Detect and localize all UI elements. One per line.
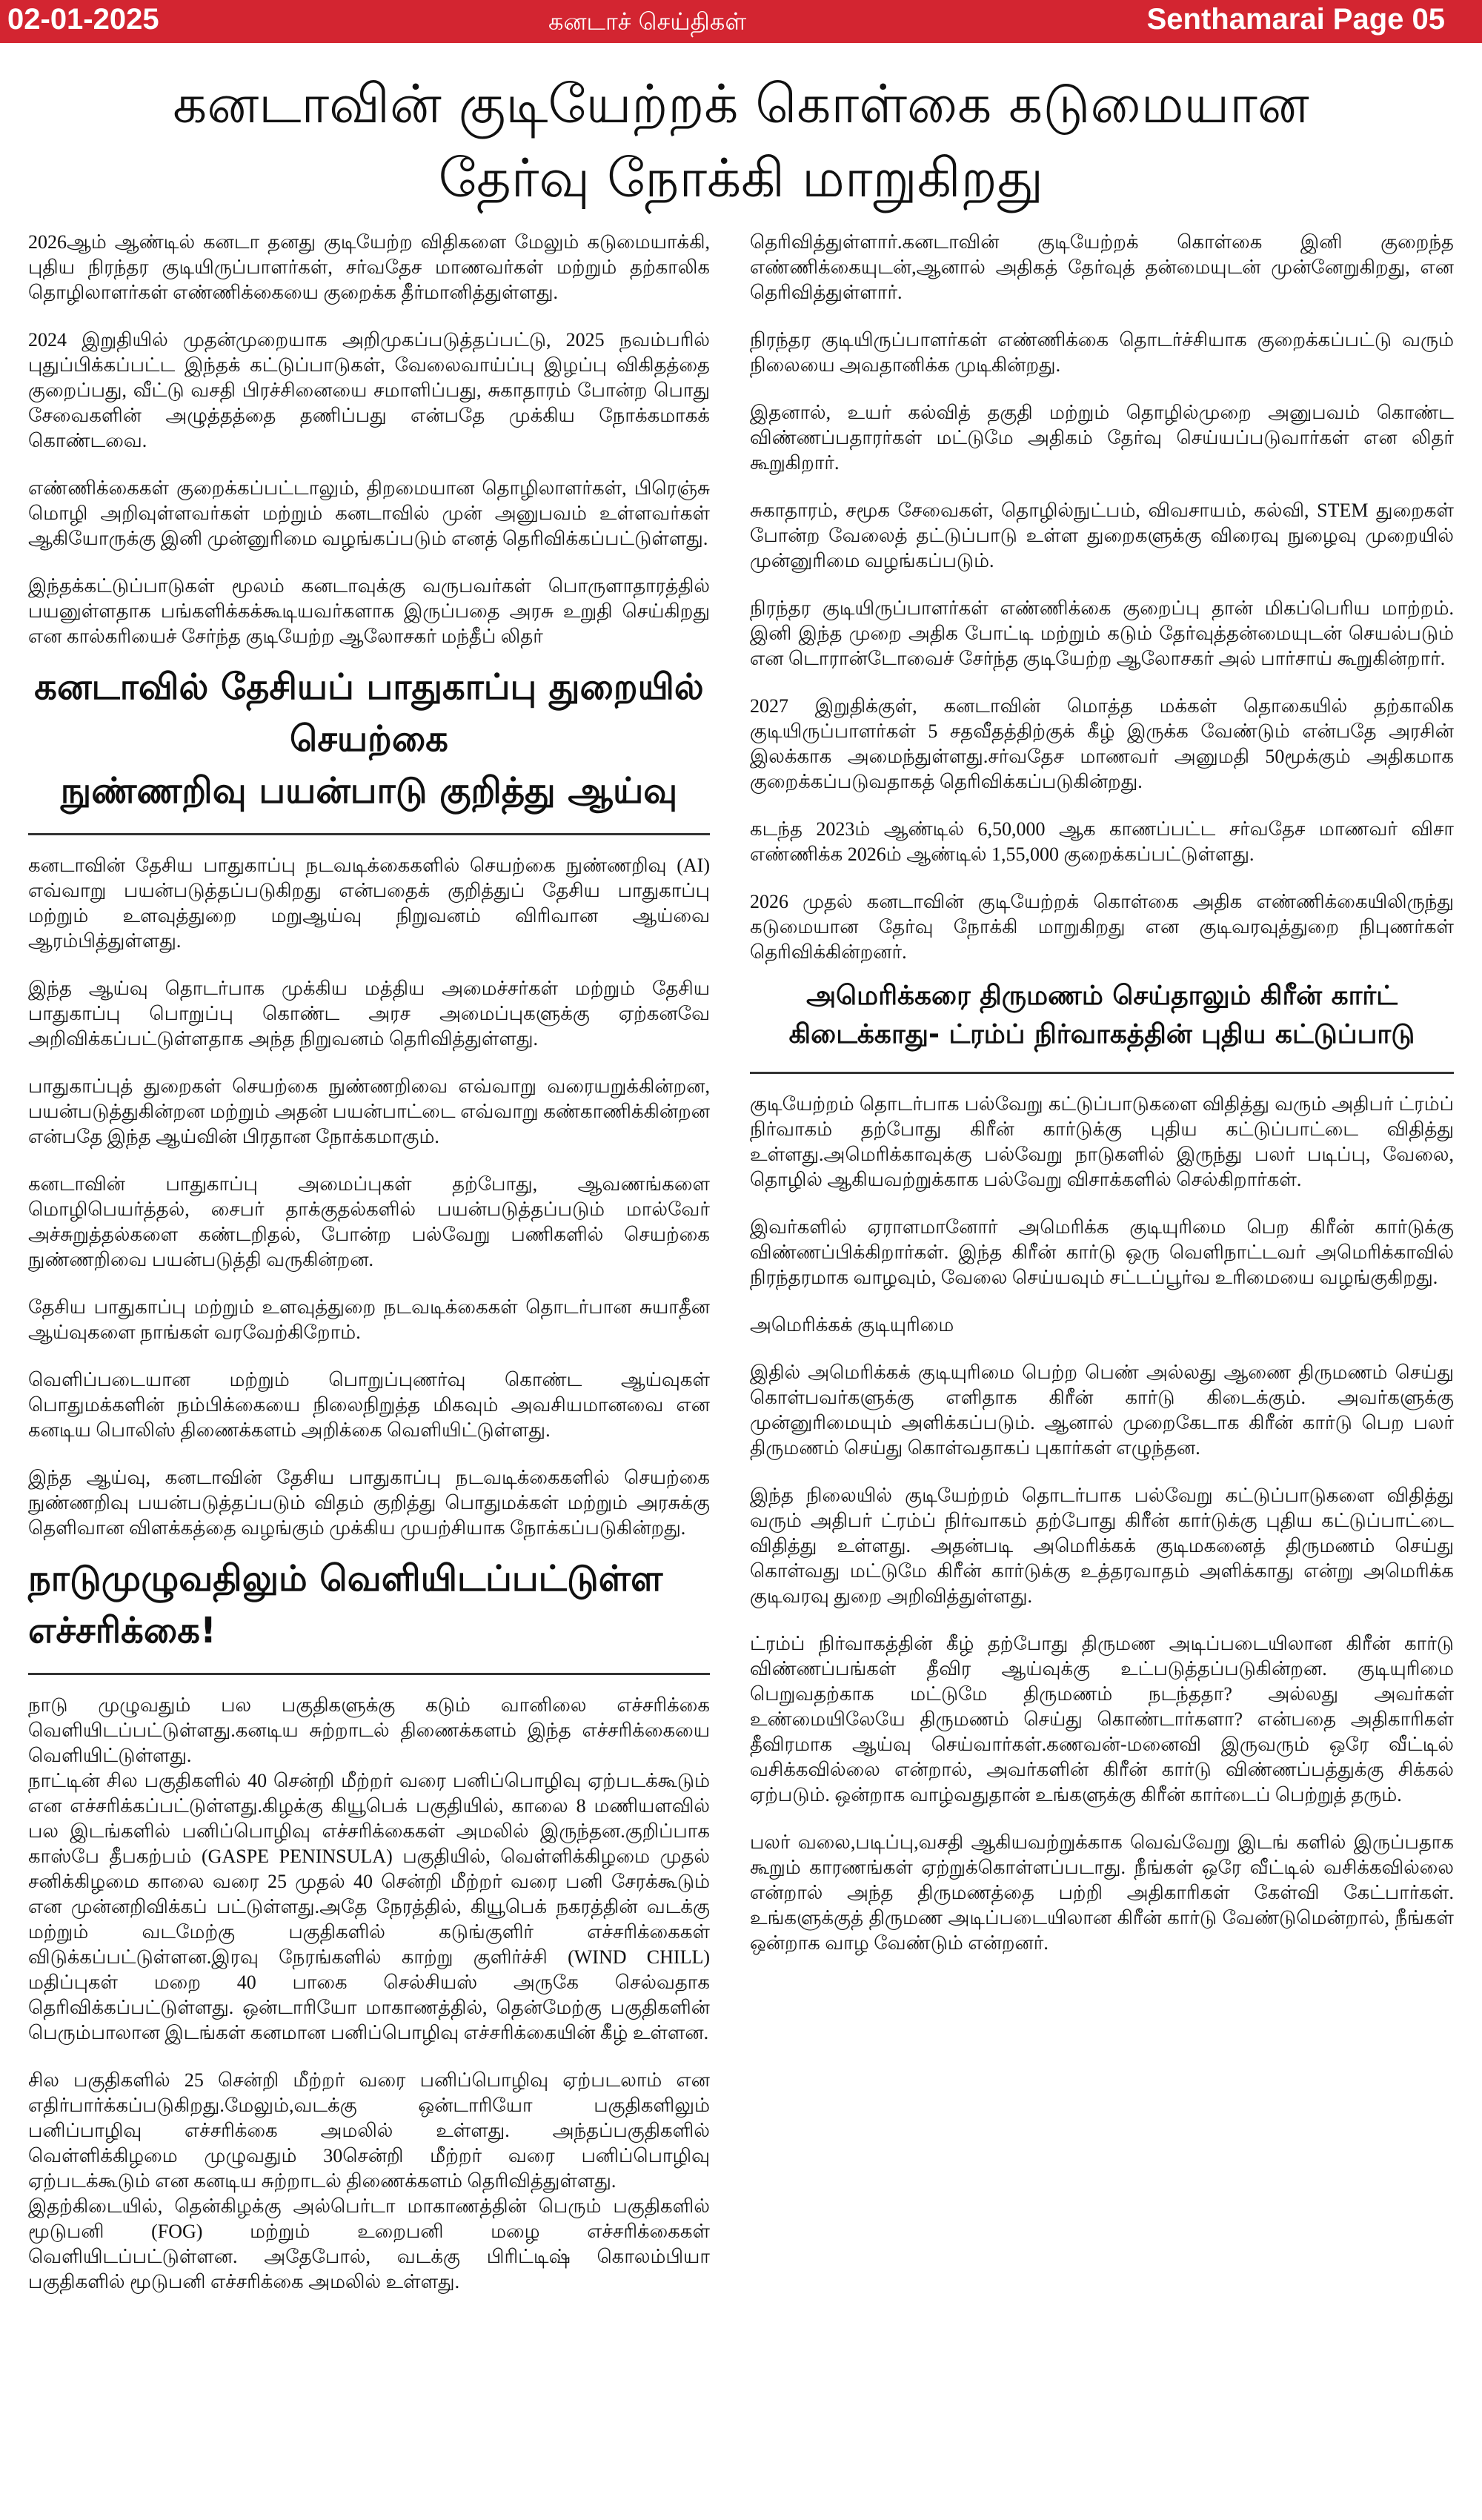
article1-paragraph: கடந்த 2023ம் ஆண்டில் 6,50,000 ஆக காணப்பட்ட சர்வதேச மாணவர் விசா எண்ணிக்க 2026ம் ஆண்டில் 1,55,000 குறைக்கப்பட்டுள்ளது. xyxy=(750,818,1454,865)
article1-paragraph: 2027 இறுதிக்குள், கனடாவின் மொத்த மக்கள் தொகையில் தற்காலிக குடியிருப்பாளர்கள் 5 சதவீதத்திற்குக் கீழ் இருக்க வேண்டும் என்பதே அரசின் இலக்காக அமைந்துள்ளது.சர்வதேச மாணவர் அனுமதி 50மூக்கும் அதிகமாக குறைக்கப்படுவதாகத் தெரிவிக்கப்படுகின்றது. xyxy=(750,695,1454,792)
article2-paragraph: இந்த ஆய்வு, கனடாவின் தேசிய பாதுகாப்பு நடவடிக்கைகளில் செயற்கை நுண்ணறிவு பயன்படுத்தப்படும் விதம் குறித்து பொதுமக்கள் மற்றும் அரசுக்கு தெளிவான விளக்கத்தை வழங்கும் முக்கிய முயற்சியாக நோக்கப்படுகின்றது. xyxy=(28,1467,710,1539)
section-name: கனடாச் செய்திகள் xyxy=(548,7,747,36)
left-column xyxy=(28,230,710,2317)
article2-paragraph: இந்த ஆய்வு தொடர்பாக முக்கிய மத்திய அமைச்சர்கள் மற்றும் தேசிய பாதுகாப்பு பொறுப்பு கொண்ட அரச அமைப்புகளுக்கு ஏற்கனவே அறிவிக்கப்பட்டுள்ளதாக அந்த நிறுவனம் தெரிவித்துள்ளது. xyxy=(28,978,710,1050)
article2-headline xyxy=(28,661,710,817)
main-headline-line2: தேர்வு நோக்கி மாறுகிறது xyxy=(438,147,1044,209)
article4-paragraph: இதில் அமெரிக்கக் குடியுரிமை பெற்ற பெண் அல்லது ஆணை திருமணம் செய்து கொள்பவர்களுக்கு எளிதாக கிரீன் கார்டு கிடைக்கும். அவர்களுக்கு முன்னுரிமையும் அளிக்கப்படும். ஆனால் முறைகேடாக கிரீன் கார்டு பெற பலர் திருமணம் செய்து கொள்வதாகப் புகார்கள் எழுந்தன. xyxy=(750,1362,1454,1459)
divider xyxy=(750,1072,1454,1074)
main-headline xyxy=(30,67,1452,215)
article4-headline xyxy=(750,977,1454,1054)
divider xyxy=(28,1673,710,1675)
article2-paragraph: பாதுகாப்புத் துறைகள் செயற்கை நுண்ணறிவை எவ்வாறு வரையறுக்கின்றன, பயன்படுத்துகின்றன மற்றும் அதன் பயன்பாட்டை எவ்வாறு கண்காணிக்கின்றன என்பதே இந்த ஆய்வின் பிரதான நோக்கமாகும். xyxy=(28,1075,710,1147)
article2-headline-line2: நுண்ணறிவு பயன்பாடு குறித்து ஆய்வு xyxy=(60,770,678,812)
article2-paragraph: கனடாவின் பாதுகாப்பு அமைப்புகள் தற்போது, ஆவணங்களை மொழிபெயர்த்தல், சைபர் தாக்குதல்களில் பயன்படுத்தப்படும் மால்வேர் அச்சுறுத்தல்களை கண்டறிதல், போன்ற பல்வேறு பணிகளில் செயற்கை நுண்ணறிவை பயன்படுத்தி வருகின்றன. xyxy=(28,1173,710,1270)
issue-date: 02-01-2025 xyxy=(7,3,159,36)
article1-paragraph: இந்தக்கட்டுப்பாடுகள் மூலம் கனடாவுக்கு வருபவர்கள் பொருளாதாரத்தில் பயனுள்ளதாக பங்களிக்கக்கூடியவர்களாக இருப்பதை அரசு உறுதி செய்கிறது என கால்கரியைச் சேர்ந்த குடியேற்ற ஆலோசகர் மந்தீப் லிதர் xyxy=(28,575,710,647)
divider xyxy=(28,833,710,835)
right-column xyxy=(750,230,1454,1978)
page-label: Senthamarai Page 05 xyxy=(1146,3,1445,36)
article1-paragraph: 2024 இறுதியில் முதன்முறையாக அறிமுகப்படுத்தப்பட்டு, 2025 நவம்பரில் புதுப்பிக்கப்பட்ட இந்தக் கட்டுப்பாடுகள், வேலைவாய்ப்பு இழப்பு விகிதத்தை குறைப்பது, வீட்டு வசதி பிரச்சினையை சமாளிப்பது, சுகாதாரம் போன்ற பொது சேவைகளின் அழுத்தத்தை தணிப்பது என்பதே முக்கிய நோக்கமாகக் கொண்டவை. xyxy=(28,329,710,451)
article2-paragraph: தேசிய பாதுகாப்பு மற்றும் உளவுத்துறை நடவடிக்கைகள் தொடர்பான சுயாதீன ஆய்வுகளை நாங்கள் வரவேற்கிறோம். xyxy=(28,1296,710,1343)
article2-paragraph: வெளிப்படையான மற்றும் பொறுப்புணர்வு கொண்ட ஆய்வுகள் பொதுமக்களின் நம்பிக்கையை நிலைநிறுத்த மிகவும் அவசியமானவை என கனடிய பொலிஸ் திணைக்களம் அறிக்கை வெளியிட்டுள்ளது. xyxy=(28,1369,710,1441)
article4-paragraph: குடியேற்றம் தொடர்பாக பல்வேறு கட்டுப்பாடுகளை விதித்து வரும் அதிபர் ட்ரம்ப் நிர்வாகம் தற்போது கிரீன் கார்டுக்கு புதிய கட்டுப்பாட்டை விதித்து உள்ளது.அமெரிக்காவுக்கு பல்வேறு நாடுகளில் இருந்து பலர் படிப்பு, வேலை, தொழில் ஆகியவற்றுக்காக பல்வேறு விசாக்களில் செல்கிறார்கள். xyxy=(750,1093,1454,1190)
article3-paragraph: நாடு முழுவதும் பல பகுதிகளுக்கு கடும் வானிலை எச்சரிக்கை வெளியிடப்பட்டுள்ளது.கனடிய சுற்றாடல் திணைக்களம் இந்த எச்சரிக்கையை வெளியிட்டுள்ளது. நாட்டின் சில பகுதிகளில் 40 சென்றி மீற்றர் வரை பனிப்பொழிவு ஏற்படக்கூடும் என எச்சரிக்கப்பட்டுள்ளது.கிழக்கு கியூபெக் பகுதியில், காலை 8 மணியளவில் பல இடங்களில் பனிப்பொழிவு எச்சரிக்கைகள் அமலில் இருந்தன.குறிப்பாக காஸ்பே தீபகற்பம் (GASPE PENINSULA) பகுதியில், வெள்ளிக்கிழமை முதல் சனிக்கிழமை காலை வரை 25 முதல் 40 சென்றி மீற்றர் வரை பனி சேரக்கூடும் என முன்னறிவிக்கப் பட்டுள்ளது.அதே நேரத்தில், கியூபெக் நகரத்தின் வடக்கு மற்றும் வடமேற்கு பகுதிகளில் கடுங்குளிர் எச்சரிக்கைகள் விடுக்கப்பட்டுள்ளன.இரவு நேரங்களில் காற்று குளிர்ச்சி (WIND CHILL) மதிப்புகள் மறை 40 பாகை செல்சியஸ் அருகே செல்வதாக தெரிவிக்கப்பட்டுள்ளது. ஒன்டாரியோ மாகாணத்தில், தென்மேற்கு பகுதிகளின் பெரும்பாலான இடங்கள் கனமான பனிப்பொழிவு எச்சரிக்கையின் கீழ் உள்ளன. xyxy=(28,1694,710,2043)
article1-paragraph: நிரந்தர குடியிருப்பாளர்கள் எண்ணிக்கை தொடர்ச்சியாக குறைக்கப்பட்டு வரும் நிலையை அவதானிக்க முடிகின்றது. xyxy=(750,329,1454,376)
article1-paragraph: எண்ணிக்கைகள் குறைக்கப்பட்டாலும், திறமையான தொழிலாளர்கள், பிரெஞ்சு மொழி அறிவுள்ளவர்கள் மற்றும் கனடாவில் முன் அனுபவம் உள்ளவர்கள் ஆகியோருக்கு இனி முன்னுரிமை வழங்கப்படும் எனத் தெரிவிக்கப்பட்டுள்ளது. xyxy=(28,477,710,549)
article4-subheading: அமெரிக்கக் குடியுரிமை xyxy=(750,1314,954,1336)
article4-paragraph: பலர் வலை,படிப்பு,வசதி ஆகியவற்றுக்காக வெவ்வேறு இடங் களில் இருப்பதாக கூறும் காரணங்கள் ஏற்றுக்கொள்ளப்படாது. நீங்கள் ஒரே வீட்டில் வசிக்கவில்லை என்றால் அந்த திருமணத்தை பற்றி அதிகாரிகள் கேள்வி கேட்பார்கள். உங்களுக்குத் திருமண அடிப்படையிலான கிரீன் கார்டு வேண்டுமென்றால், நீங்கள் ஒன்றாக வாழ வேண்டும் என்றனர். xyxy=(750,1831,1454,1954)
article2-paragraph: கனடாவின் தேசிய பாதுகாப்பு நடவடிக்கைகளில் செயற்கை நுண்ணறிவு (AI) எவ்வாறு பயன்படுத்தப்படுகிறது என்பதைக் குறித்துப் தேசிய பாதுகாப்பு மற்றும் உளவுத்துறை மறுஆய்வு நிறுவனம் விரிவான ஆய்வை ஆரம்பித்துள்ளது. xyxy=(28,855,710,952)
article4-headline-line1: அமெரிக்கரை திருமணம் செய்தாலும் கிரீன் கார்ட் xyxy=(806,981,1398,1011)
article1-paragraph: நிரந்தர குடியிருப்பாளர்கள் எண்ணிக்கை குறைப்பு தான் மிகப்பெரிய மாற்றம். இனி இந்த முறை அதிக போட்டி மற்றும் கடும் தேர்வுத்தன்மையுடன் செயல்படும் என டொரான்டோவைச் சேர்ந்த குடியேற்ற ஆலோசகர் அல் பார்சாய் கூறுகின்றார். xyxy=(750,597,1454,669)
article4-paragraph: இவர்களில் ஏராளமானோர் அமெரிக்க குடியுரிமை பெற கிரீன் கார்டுக்கு விண்ணப்பிக்கிறார்கள். இந்த கிரீன் கார்டு ஒரு வெளிநாட்டவர் அமெரிக்காவில் நிரந்தரமாக வாழவும், வேலை செய்யவும் சட்டப்பூர்வ உரிமையை வழங்குகிறது. xyxy=(750,1216,1454,1288)
page-header xyxy=(0,0,1482,43)
article1-paragraph: 2026ஆம் ஆண்டில் கனடா தனது குடியேற்ற விதிகளை மேலும் கடுமையாக்கி, புதிய நிரந்தர குடியிருப்பாளர்கள், சர்வதேச மாணவர்கள் மற்றும் தற்காலிக தொழிலாளர்கள் எண்ணிக்கையை குறைக்க தீர்மானித்துள்ளது. xyxy=(28,231,710,303)
main-headline-line1: கனடாவின் குடியேற்றக் கொள்கை கடுமையான xyxy=(173,73,1309,135)
article3-paragraph: சில பகுதிகளில் 25 சென்றி மீற்றர் வரை பனிப்பொழிவு ஏற்படலாம் என எதிர்பார்க்கப்படுகிறது.மேலும்,வடக்கு ஒன்டாரியோ பகுதிகளிலும் பனிப்பாழிவு எச்சரிக்கை அமலில் உள்ளது. அந்தப்பகுதிகளில் வெள்ளிக்கிழமை முழுவதும் 30சென்றி மீற்றர் வரை பனிப்பொழிவு ஏற்படக்கூடும் என கனடிய சுற்றாடல் திணைக்களம் தெரிவித்துள்ளது. இதற்கிடையில், தென்கிழக்கு அல்பெர்டா மாகாணத்தின் பெரும் பகுதிகளில் மூடுபனி (FOG) மற்றும் உறைபனி மழை எச்சரிக்கைகள் வெளியிடப்பட்டுள்ளன. அதேபோல், வடக்கு பிரிட்டிஷ் கொலம்பியா பகுதிகளில் மூடுபனி எச்சரிக்கை அமலில் உள்ளது. xyxy=(28,2069,710,2292)
article1-paragraph: இதனால், உயர் கல்வித் தகுதி மற்றும் தொழில்முறை அனுபவம் கொண்ட விண்ணப்பதாரர்கள் மட்டுமே அதிகம் தேர்வு செய்யப்படுவார்கள் என லிதர் கூறுகிறார். xyxy=(750,402,1454,474)
article2-headline-line1: கனடாவில் தேசியப் பாதுகாப்பு துறையில் செயற்கை xyxy=(34,666,704,760)
article3-headline: நாடுமுழுவதிலும் வெளியிடப்பட்டுள்ள எச்சரிக்கை! xyxy=(28,1558,663,1651)
article4-headline-line2: கிடைக்காது- ட்ரம்ப் நிர்வாகத்தின் புதிய கட்டுப்பாடு xyxy=(788,1019,1415,1050)
article1-paragraph: 2026 முதல் கனடாவின் குடியேற்றக் கொள்கை அதிக எண்ணிக்கையிலிருந்து கடுமையான தேர்வு நோக்கி மாறுகிறது என குடிவரவுத்துறை நிபுணர்கள் தெரிவிக்கின்றனர். xyxy=(750,891,1454,963)
article1-paragraph: சுகாதாரம், சமூக சேவைகள், தொழில்நுட்பம், விவசாயம், கல்வி, STEM துறைகள் போன்ற வேலைத் தட்டுப்பாடு உள்ள துறைகளுக்கு விரைவு நுழைவு முறையில் முன்னுரிமை வழங்கப்படும். xyxy=(750,500,1454,571)
article4-paragraph: இந்த நிலையில் குடியேற்றம் தொடர்பாக பல்வேறு கட்டுப்பாடுகளை விதித்து வரும் அதிபர் ட்ரம்ப் நிர்வாகம் தற்போது கிரீன் கார்டுக்கு புதிய கட்டுப்பாட்டை விதித்து உள்ளது. அதன்படி அமெரிக்கக் குடிமகனைத் திருமணம் செய்து கொள்வது மட்டுமே கிரீன் கார்டுக்கு உத்தரவாதம் அளிக்காது என்று அமெரிக்க குடிவரவு துறை அறிவித்துள்ளது. xyxy=(750,1485,1454,1607)
article4-paragraph: ட்ரம்ப் நிர்வாகத்தின் கீழ் தற்போது திருமண அடிப்படையிலான கிரீன் கார்டு விண்ணப்பங்கள் தீவிர ஆய்வுக்கு உட்படுத்தப்படுகின்றன. குடியுரிமை பெறுவதற்காக மட்டுமே திருமணம் நடந்ததா? அல்லது அவர்கள் உண்மையிலேயே திருமணம் செய்து கொண்டார்களா? என்பதை அதிகாரிகள் தீவிரமாக ஆய்வு செய்வார்கள்.கணவன்-மனைவி இருவரும் ஒரே வீட்டில் வசிக்கவில்லை என்றால், அவர்களின் கிரீன் கார்டு விண்ணப்பத்துக்கு சிக்கல் ஏற்படும். ஒன்றாக வாழ்வதுதான் உங்களுக்கு கிரீன் கார்டைப் பெற்றுத் தரும். xyxy=(750,1633,1454,1806)
article1-paragraph: தெரிவித்துள்ளார்.கனடாவின் குடியேற்றக் கொள்கை இனி குறைந்த எண்ணிக்கையுடன்,ஆனால் அதிகத் தேர்வுத் தன்மையுடன் முன்னேறுகிறது, என தெரிவித்துள்ளார். xyxy=(750,231,1454,303)
